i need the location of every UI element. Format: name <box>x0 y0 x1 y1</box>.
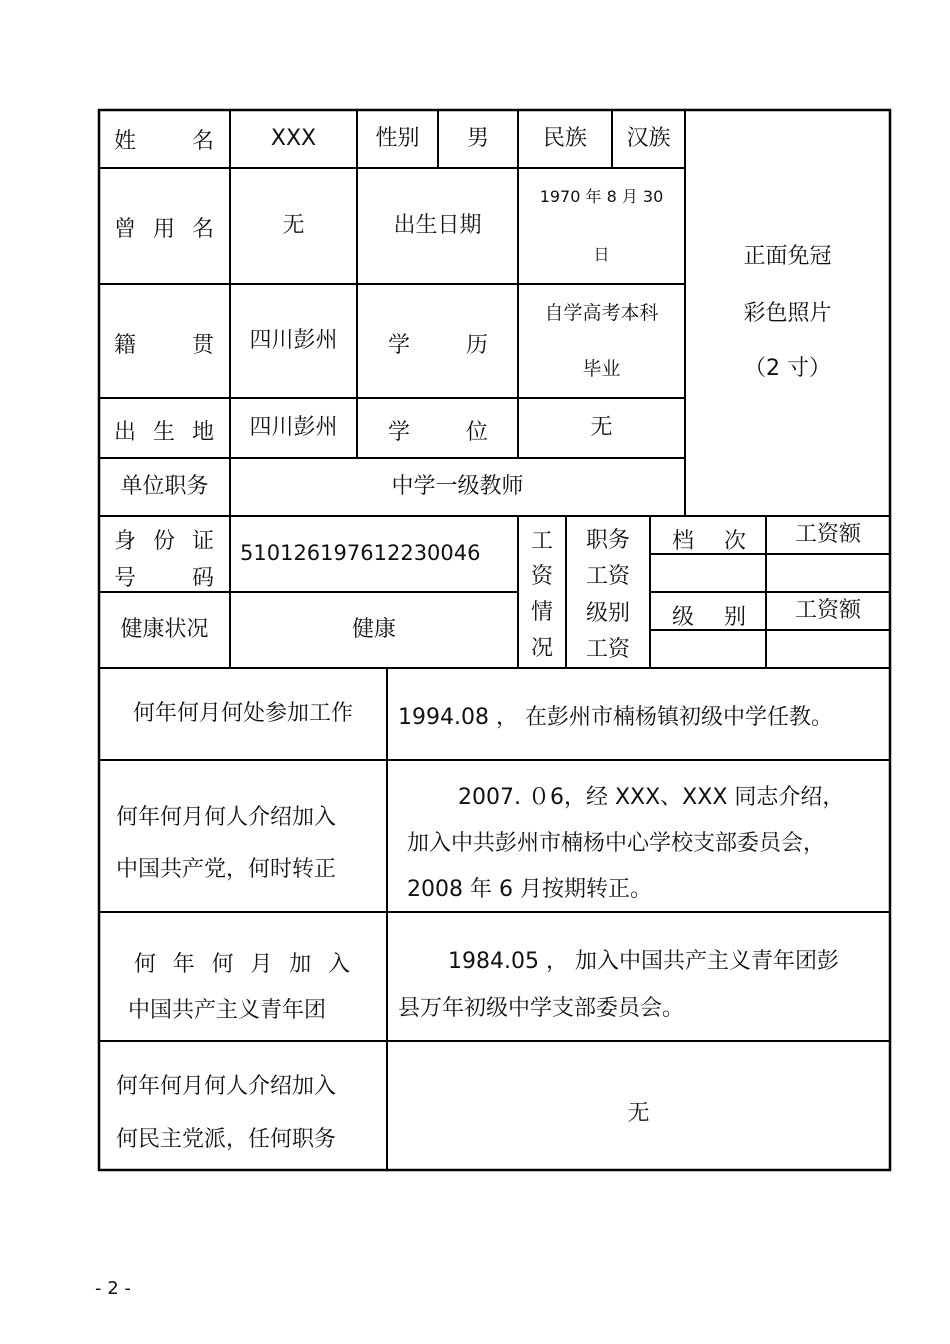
label-id-number-char4: 号 <box>114 566 137 591</box>
label-id-number-char5: 码 <box>191 566 214 591</box>
photo-line1: 正面免冠 <box>743 244 832 270</box>
label-join-league-char1: 何 <box>134 952 157 977</box>
label-education <box>388 328 488 359</box>
value-birth-date-line2: 日 <box>593 245 610 265</box>
label-name <box>114 124 214 155</box>
label-join-league-char5: 加 <box>289 952 312 977</box>
value-education-line1: 自学高考本科 <box>544 301 659 324</box>
label-grade-tier-char1: 档 <box>672 529 695 554</box>
value-join-league-line2: 县万年初级中学支部委员会。 <box>398 996 685 1021</box>
label-salary-amount-1: 工资额 <box>794 521 861 547</box>
label-join-league-line2: 中国共产主义青年团 <box>128 998 327 1023</box>
label-ethnicity: 民族 <box>542 125 587 151</box>
label-former-name <box>114 212 214 243</box>
value-join-party-line2: 加入中共彭州市楠杨中心学校支部委员会， <box>407 831 826 856</box>
label-education-char2: 历 <box>465 333 488 358</box>
label-former-name-char1: 曾 <box>114 217 137 242</box>
label-birthplace-char2: 生 <box>152 420 175 445</box>
label-salary-char4: 况 <box>530 635 553 661</box>
label-join-democratic-line1: 何年何月何人介绍加入 <box>116 1074 337 1099</box>
value-education-line2: 毕业 <box>582 357 621 380</box>
label-join-league-char2: 年 <box>172 952 195 977</box>
label-level-char2: 别 <box>723 605 746 630</box>
page-number: - 2 - <box>95 1278 131 1299</box>
photo-line2: 彩色照片 <box>743 301 832 327</box>
label-education-char1: 学 <box>388 333 411 358</box>
label-native-place-char2: 贯 <box>191 333 214 358</box>
label-level-char1: 级 <box>672 605 695 630</box>
photo-line3: （2 寸） <box>744 356 831 382</box>
label-native-place-char1: 籍 <box>114 333 137 358</box>
value-join-party-line3: 2008 年 6 月按期转正。 <box>407 877 652 902</box>
value-join-league-line1: 1984.05 ， 加入中国共产主义青年团彭 <box>448 949 839 974</box>
label-id-number-char1: 身 <box>114 529 137 554</box>
label-birthplace-char3: 地 <box>191 420 214 445</box>
value-degree: 无 <box>590 414 613 440</box>
label-join-party-line2: 中国共产党，何时转正 <box>116 857 337 882</box>
value-former-name: 无 <box>282 212 305 238</box>
label-salary-char3: 情 <box>530 599 553 625</box>
label-former-name-char3: 名 <box>191 217 214 242</box>
value-join-party-line1: 2007. ０6，经 XXX、XXX 同志介绍， <box>458 785 845 810</box>
label-join-league-line1 <box>134 947 350 978</box>
value-join-democratic: 无 <box>627 1100 650 1126</box>
label-post-salary-line2: 工资 <box>585 563 630 589</box>
value-work-position: 中学一级教师 <box>391 473 524 499</box>
label-id-number-char2: 份 <box>152 529 175 554</box>
label-id-number-char3: 证 <box>191 529 214 554</box>
label-join-party-line1: 何年何月何人介绍加入 <box>116 805 337 830</box>
label-former-name-char2: 用 <box>152 217 175 242</box>
label-grade-salary-line2: 工资 <box>585 636 630 662</box>
label-birthplace <box>114 415 214 446</box>
value-birthplace: 四川彭州 <box>249 414 338 440</box>
value-health: 健康 <box>351 616 396 642</box>
value-birth-date-line1: 1970 年 8 月 30 <box>539 187 664 207</box>
label-native-place <box>114 328 214 359</box>
value-native-place: 四川彭州 <box>249 327 338 353</box>
label-post-salary-line1: 职务 <box>585 527 630 553</box>
label-name-char1: 姓 <box>114 129 137 154</box>
label-degree-char1: 学 <box>388 420 411 445</box>
label-degree <box>388 415 488 446</box>
label-id-number-line1 <box>114 524 214 555</box>
label-salary-amount-2: 工资额 <box>794 597 861 623</box>
value-id-number: 510126197612230046 <box>240 541 481 566</box>
label-health: 健康状况 <box>120 616 209 642</box>
label-grade-tier <box>672 524 746 555</box>
label-grade-salary-line1: 级别 <box>585 600 630 626</box>
label-name-char2: 名 <box>191 129 214 154</box>
value-name: XXX <box>270 125 317 151</box>
label-birth-date: 出生日期 <box>393 212 482 238</box>
label-grade-tier-char2: 次 <box>723 529 746 554</box>
label-join-league-char3: 何 <box>211 952 234 977</box>
label-id-number-line2 <box>114 561 214 592</box>
value-ethnicity: 汉族 <box>626 125 671 151</box>
value-join-work: 1994.08 ， 在彭州市楠杨镇初级中学任教。 <box>398 704 833 730</box>
value-gender: 男 <box>466 125 489 151</box>
label-join-league-char6: 入 <box>327 952 350 977</box>
label-join-work: 何年何月何处参加工作 <box>132 700 353 726</box>
label-work-position: 单位职务 <box>120 473 209 499</box>
label-join-league-char4: 月 <box>250 952 273 977</box>
label-birthplace-char1: 出 <box>114 420 137 445</box>
label-degree-char2: 位 <box>465 420 488 445</box>
label-salary-char1: 工 <box>530 528 553 554</box>
label-gender: 性别 <box>375 125 420 151</box>
label-salary-char2: 资 <box>530 563 553 589</box>
label-join-democratic-line2: 何民主党派，任何职务 <box>116 1127 337 1152</box>
label-level <box>672 600 746 631</box>
